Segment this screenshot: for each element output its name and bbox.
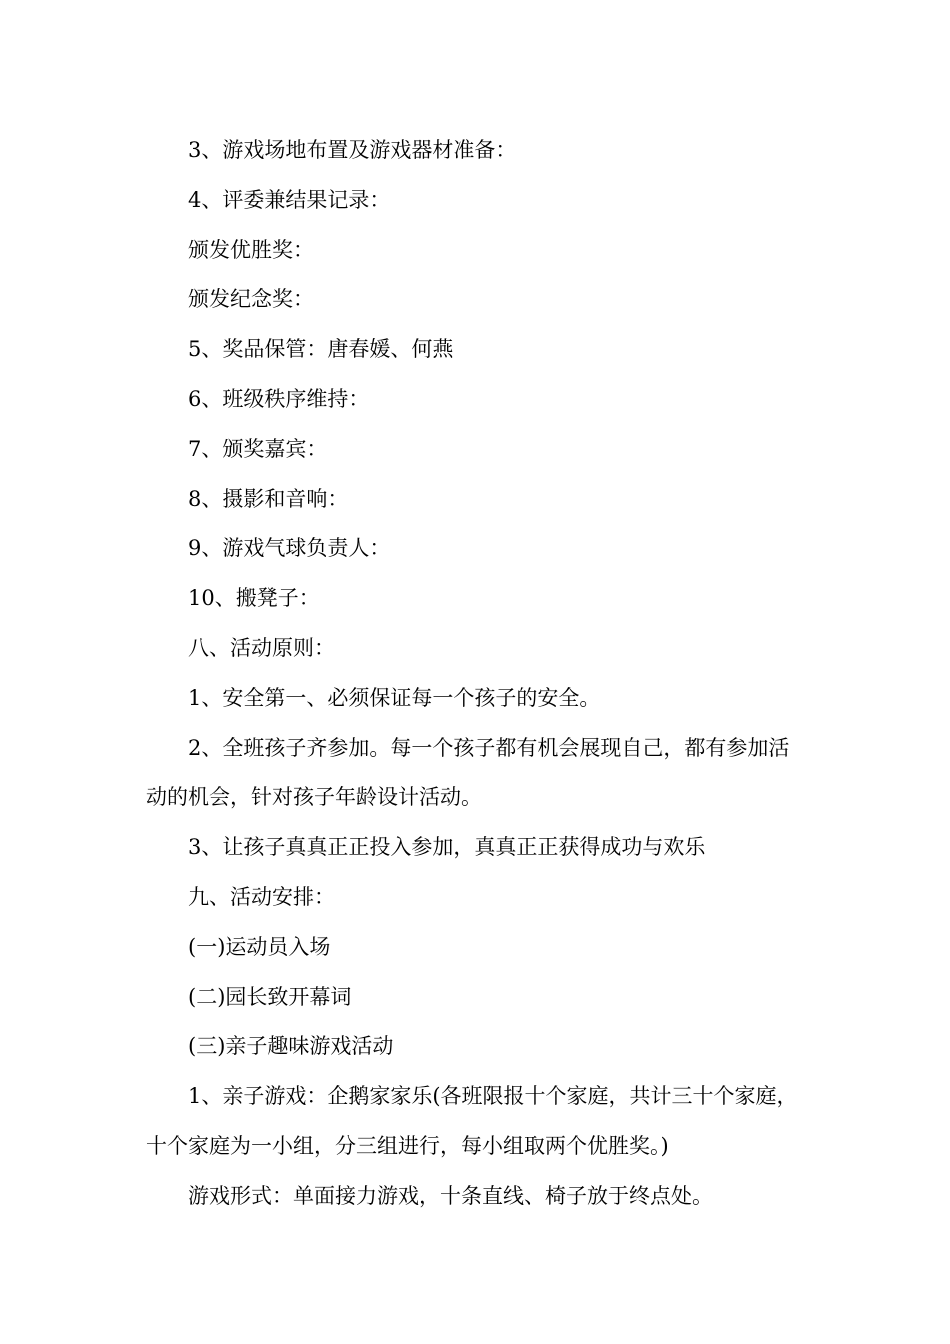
- document-body: [146, 126, 810, 1222]
- paragraph-athlete-entrance: (一)运动员入场: [188, 934, 331, 959]
- paragraph-full-participation: 2、全班孩子齐参加。每一个孩子都有机会展现自己，都有参加活动的机会，针对孩子年龄设计活动。: [146, 735, 790, 810]
- paragraph-balloon-lead: 9、游戏气球负责人：: [188, 536, 391, 561]
- paragraph-prize-keeping: 5、奖品保管：唐春媛、何燕: [188, 337, 454, 362]
- paragraph-winner-award: 颁发优胜奖：: [188, 237, 314, 262]
- paragraph-parent-child-games: (三)亲子趣味游戏活动: [188, 1034, 394, 1059]
- paragraph-game-format: 游戏形式：单面接力游戏，十条直线、椅子放于终点处。: [188, 1183, 713, 1208]
- paragraph-souvenir-award: 颁发纪念奖：: [188, 287, 314, 312]
- paragraph-award-guests: 7、颁奖嘉宾：: [188, 436, 328, 461]
- paragraph-penguin-game: 1、亲子游戏：企鹅家家乐(各班限报十个家庭，共计三十个家庭，十个家庭为一小组，分三组进行，每小组取两个优胜奖。): [146, 1084, 798, 1158]
- paragraph-class-order: 6、班级秩序维持：: [188, 386, 370, 411]
- paragraph-venue-setup: 3、游戏场地布置及游戏器材准备：: [188, 138, 517, 162]
- section-heading-schedule: 九、活动安排：: [188, 884, 335, 909]
- paragraph-photo-audio: 8、摄影和音响：: [188, 486, 349, 511]
- section-heading-principles: 八、活动原则：: [188, 635, 335, 660]
- paragraph-joy-success: 3、让孩子真真正正投入参加，真真正正获得成功与欢乐: [188, 835, 706, 860]
- paragraph-judges: 4、评委兼结果记录：: [188, 187, 391, 212]
- paragraph-safety-first: 1、安全第一、必须保证每一个孩子的安全。: [188, 685, 601, 710]
- paragraph-stools: 10、搬凳子：: [188, 586, 320, 611]
- paragraph-opening-speech: (二)园长致开幕词: [188, 984, 352, 1009]
